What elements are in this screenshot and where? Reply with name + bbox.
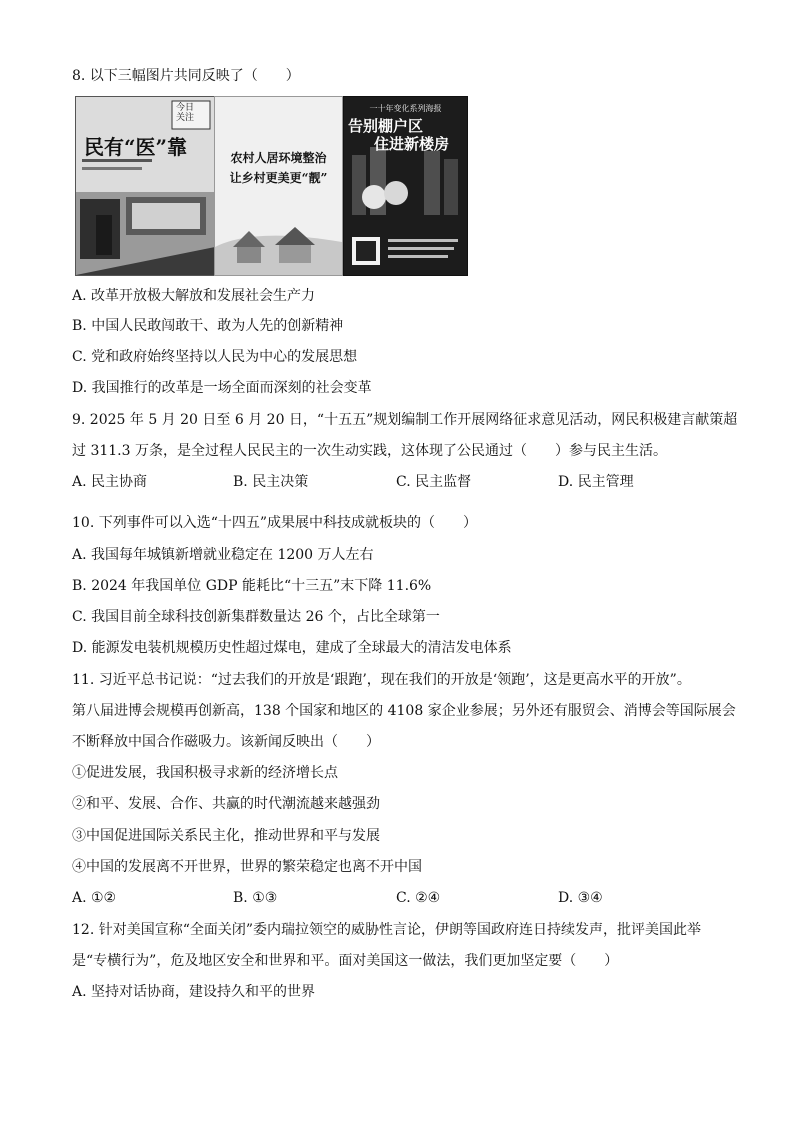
poster-slogan-2: 住进新楼房 xyxy=(374,135,450,153)
village-illustration xyxy=(215,97,342,275)
q10-option-d: D. 能源发电装机规模历史性超过煤电，建成了全球最大的清洁发电体系 xyxy=(72,640,512,656)
q8-option-a: A. 改革开放极大解放和发展社会生产力 xyxy=(72,288,316,304)
q12-option-a: A. 坚持对话协商，建设持久和平的世界 xyxy=(72,984,316,1000)
question-12-stem-line-1: 12. 针对美国宣称“全面关闭”委内瑞拉领空的威胁性言论，伊朗等国政府连日持续发声，批评美国此举 xyxy=(72,922,702,938)
q10-option-a: A. 我国每年城镇新增就业稳定在 1200 万人左右 xyxy=(72,547,374,563)
poster-header: 一十年变化系列海报 xyxy=(369,104,442,113)
q9-option-d: D. 民主管理 xyxy=(558,474,634,490)
q9-options-row xyxy=(72,472,692,492)
question-8-stem: 8. 以下三幅图片共同反映了（ ） xyxy=(72,68,300,84)
question-9-stem-line-2: 过 311.3 万条，是全过程人民民主的一次生动实践，这体现了公民通过（ ）参与民主生活。 xyxy=(72,443,667,459)
q11-option-a: A. ①② xyxy=(72,890,117,906)
q11-options-row xyxy=(72,888,692,908)
question-12-stem-line-2: 是“专横行为”，危及地区安全和世界和平。面对美国这一做法，我们更加坚定要（ ） xyxy=(72,953,619,969)
question-11-stem-line-3: 不断释放中国合作磁吸力。该新闻反映出（ ） xyxy=(72,734,380,750)
q10-option-c: C. 我国目前全球科技创新集群数量达 26 个，占比全球第一 xyxy=(72,609,440,625)
headline-text: 民有“医”靠 xyxy=(84,135,188,159)
poster-slogan-1: 告别棚户区 xyxy=(348,117,424,135)
masthead-label: 今日 关注 xyxy=(176,103,195,123)
q11-statement-4: ④中国的发展离不开世界，世界的繁荣稳定也离不开中国 xyxy=(72,859,422,875)
poster-image-2 xyxy=(214,96,343,276)
q8-option-c: C. 党和政府始终坚持以人民为中心的发展思想 xyxy=(72,349,358,365)
question-9-stem-line-1: 9. 2025 年 5 月 20 日至 6 月 20 日，“十五五”规划编制工作开展网络征求意见活动，网民积极建言献策超 xyxy=(72,412,738,428)
question-10-stem: 10. 下列事件可以入选“十四五”成果展中科技成就板块的（ ） xyxy=(72,515,478,531)
poster-line-1: 农村人居环境整治 xyxy=(230,151,327,165)
q11-statement-3: ③中国促进国际关系民主化，推动世界和平与发展 xyxy=(72,828,380,844)
q9-option-b: B. 民主决策 xyxy=(233,474,309,490)
poster-line-2: 让乡村更美更“靓” xyxy=(229,171,328,185)
news-photo-illustration xyxy=(76,97,215,275)
question-11-stem-line-2: 第八届进博会规模再创新高，138 个国家和地区的 4108 家企业参展；另外还有服贸会、消博会等国际展会 xyxy=(72,703,736,719)
q11-option-d: D. ③④ xyxy=(558,890,603,906)
news-photo-image-1 xyxy=(75,96,216,276)
q8-option-b: B. 中国人民敢闯敢干、敢为人先的创新精神 xyxy=(72,318,344,334)
q9-option-c: C. 民主监督 xyxy=(396,474,472,490)
q11-option-b: B. ①③ xyxy=(233,890,278,906)
poster-image-3 xyxy=(343,96,468,276)
q9-option-a: A. 民主协商 xyxy=(72,474,148,490)
question-11-stem-line-1: 11. 习近平总书记说：“过去我们的开放是‘跟跑’，现在我们的开放是‘领跑’，这是更高水平的开放”。 xyxy=(72,672,691,688)
q11-statement-1: ①促进发展，我国积极寻求新的经济增长点 xyxy=(72,765,338,781)
q11-option-c: C. ②④ xyxy=(396,890,441,906)
q10-option-b: B. 2024 年我国单位 GDP 能耗比“十三五”末下降 11.6% xyxy=(72,578,432,594)
q8-option-d: D. 我国推行的改革是一场全面而深刻的社会变革 xyxy=(72,380,372,396)
q11-statement-2: ②和平、发展、合作、共赢的时代潮流越来越强劲 xyxy=(72,796,380,812)
